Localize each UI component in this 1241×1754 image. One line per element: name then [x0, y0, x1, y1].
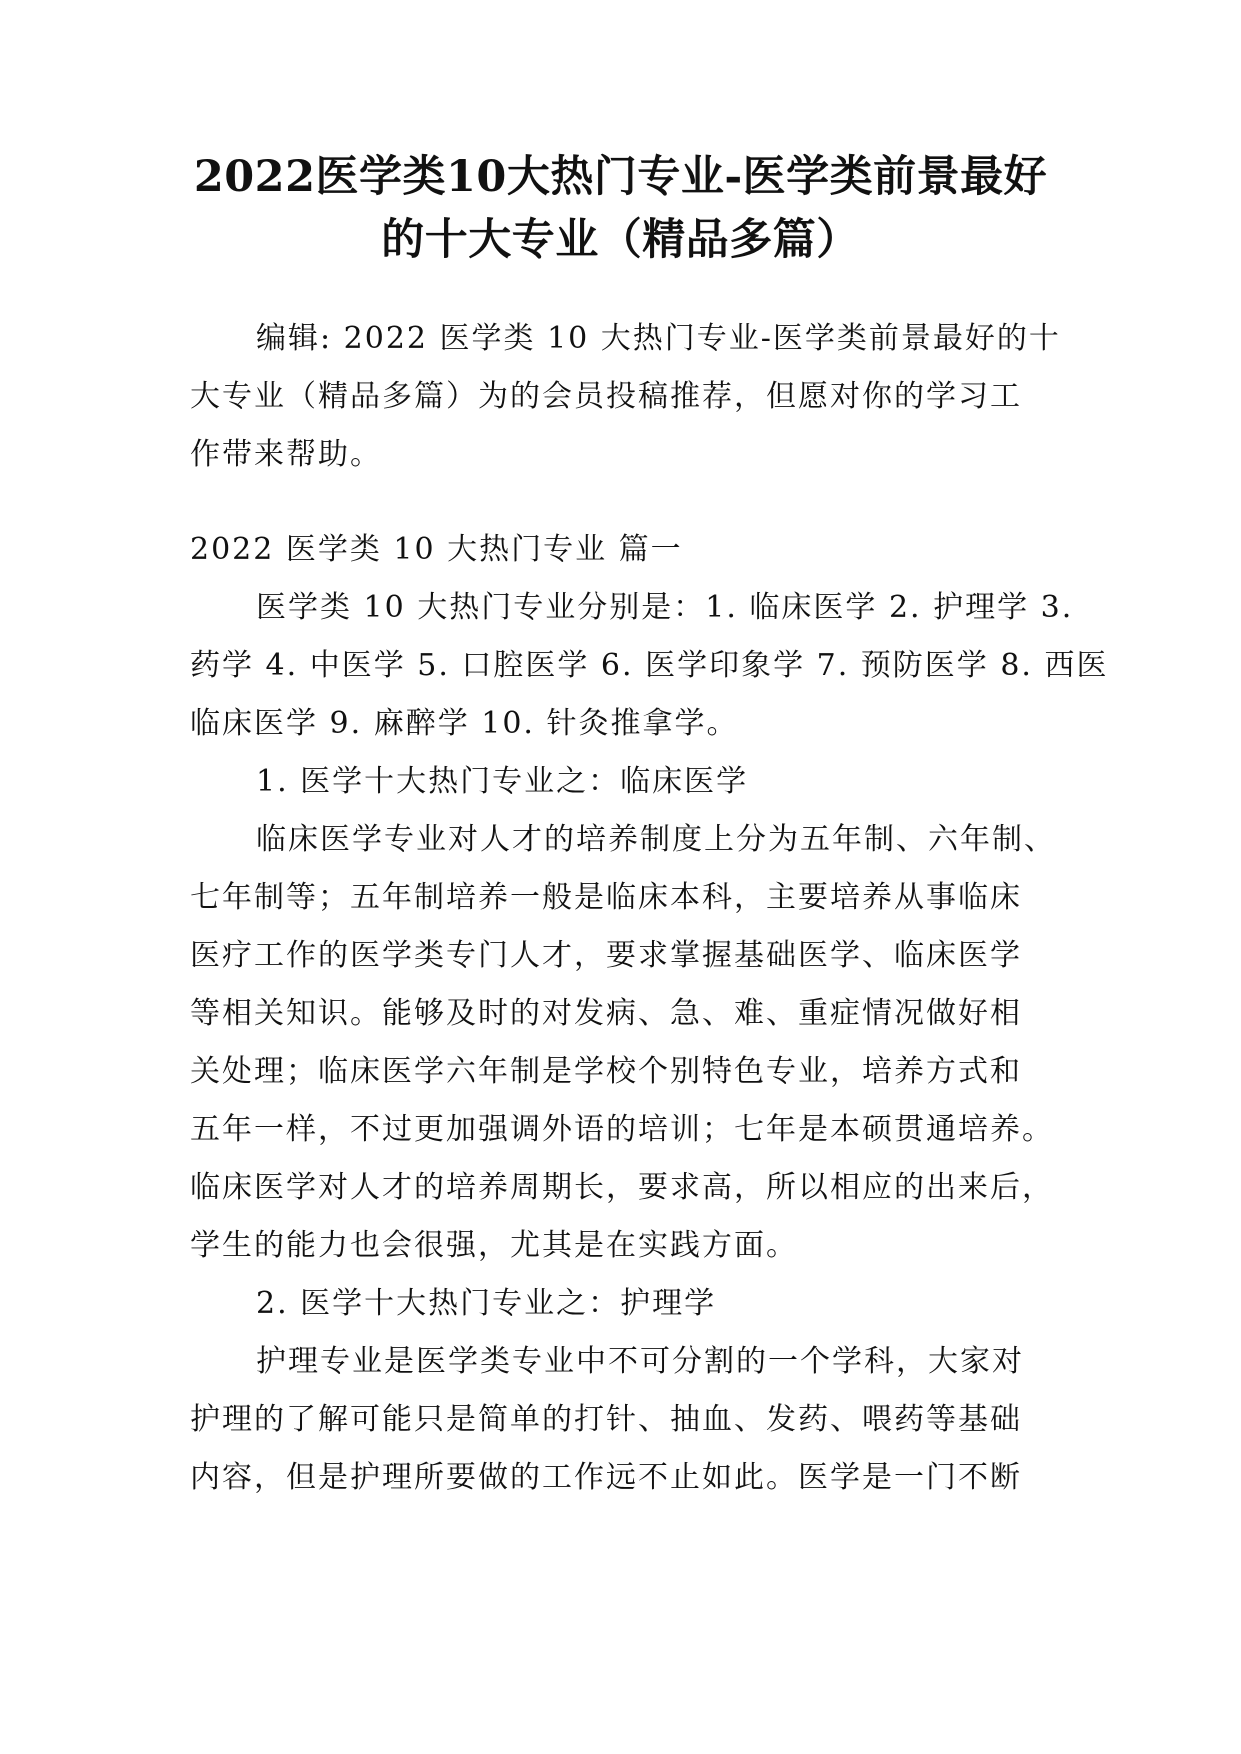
- paragraph-line: 七年制等；五年制培养一般是临床本科，主要培养从事临床: [190, 880, 1022, 915]
- intro-line: 大专业（精品多篇）为的会员投稿推荐，但愿对你的学习工: [190, 379, 1022, 414]
- subsection-heading-text: 2. 医学十大热门专业之：护理学: [256, 1286, 717, 1321]
- document-title: [150, 146, 1091, 272]
- clinical-medicine-paragraph: [190, 811, 1070, 1275]
- title-line-2: 的十大专业（精品多篇）: [381, 215, 860, 265]
- paragraph-line: 学生的能力也会很强，尤其是在实践方面。: [190, 1228, 798, 1263]
- list-line: 医学类 10 大热门专业分别是：1. 临床医学 2. 护理学 3.: [256, 590, 1074, 625]
- section-heading: [190, 521, 1070, 579]
- subsection-heading-text: 1. 医学十大热门专业之：临床医学: [256, 764, 749, 799]
- paragraph-line: 护理专业是医学类专业中不可分割的一个学科，大家对: [256, 1344, 1024, 1379]
- majors-list-paragraph: [190, 579, 1109, 753]
- paragraph-line: 临床医学专业对人才的培养制度上分为五年制、六年制、: [256, 822, 1056, 857]
- paragraph-line: 临床医学对人才的培养周期长，要求高，所以相应的出来后，: [190, 1170, 1054, 1205]
- subsection-heading-2: [190, 1275, 1070, 1333]
- list-line: 临床医学 9. 麻醉学 10. 针灸推拿学。: [190, 706, 739, 741]
- section-heading-text: 2022 医学类 10 大热门专业 篇一: [190, 532, 683, 567]
- paragraph-line: 内容，但是护理所要做的工作远不止如此。医学是一门不断: [190, 1460, 1022, 1495]
- paragraph-line: 医疗工作的医学类专门人才，要求掌握基础医学、临床医学: [190, 938, 1022, 973]
- intro-line: 编辑: 2022 医学类 10 大热门专业-医学类前景最好的十: [256, 321, 1061, 356]
- paragraph-line: 五年一样，不过更加强调外语的培训；七年是本硕贯通培养。: [190, 1112, 1054, 1147]
- paragraph-line: 护理的了解可能只是简单的打针、抽血、发药、喂药等基础: [190, 1402, 1022, 1437]
- list-line: 药学 4. 中医学 5. 口腔医学 6. 医学印象学 7. 预防医学 8. 西医: [190, 648, 1109, 683]
- nursing-paragraph: [190, 1333, 1070, 1507]
- intro-line: 作带来帮助。: [190, 437, 382, 472]
- title-line-1: 2022医学类10大热门专业-医学类前景最好: [193, 152, 1048, 202]
- paragraph-line: 关处理；临床医学六年制是学校个别特色专业，培养方式和: [190, 1054, 1022, 1089]
- intro-paragraph: [190, 310, 1070, 484]
- subsection-heading-1: [190, 753, 1070, 811]
- paragraph-line: 等相关知识。能够及时的对发病、急、难、重症情况做好相: [190, 996, 1022, 1031]
